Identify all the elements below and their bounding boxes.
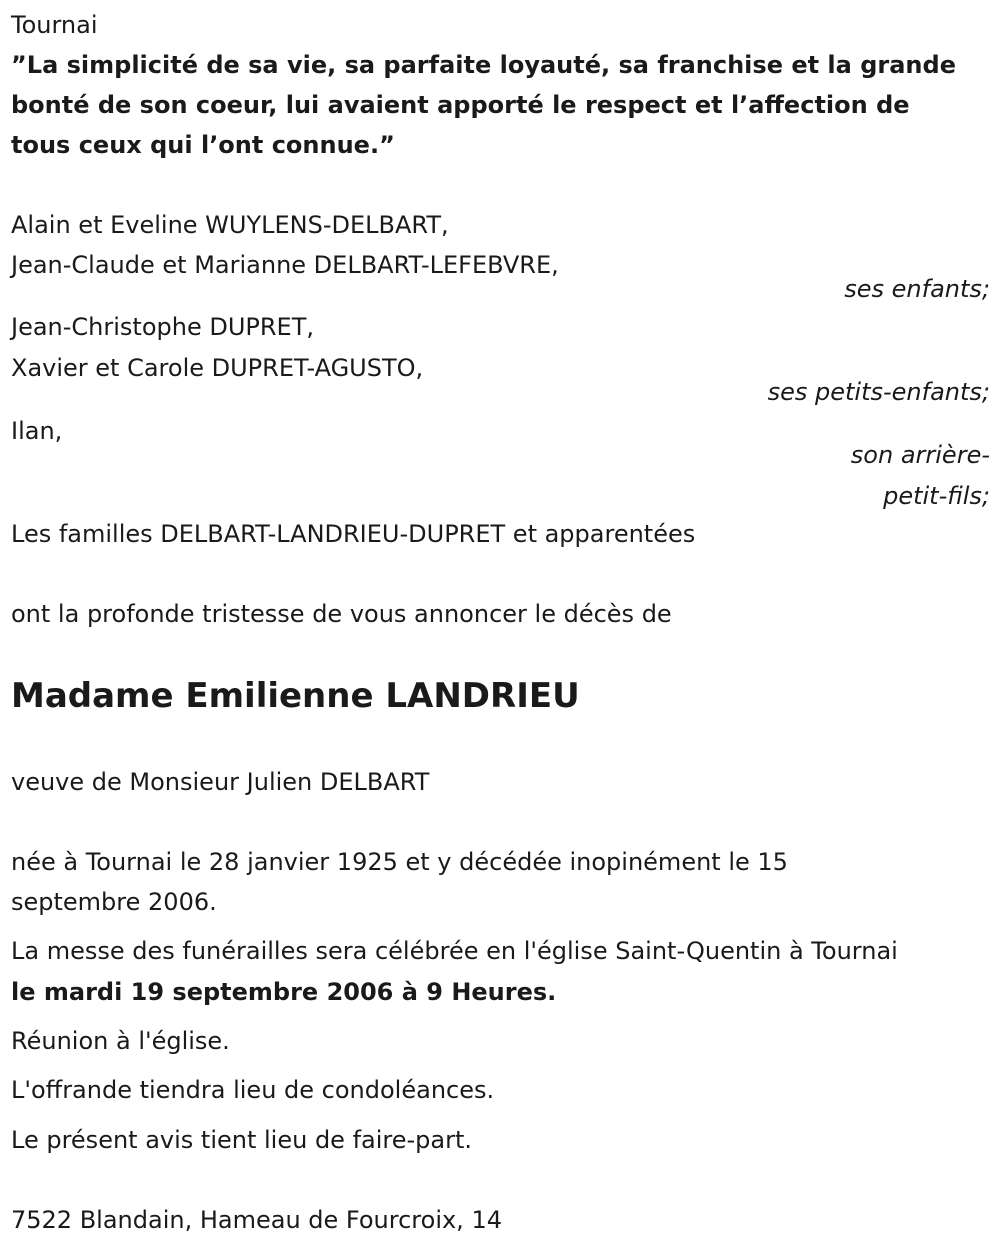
great-grandchild-name: Ilan,	[11, 417, 63, 445]
funeral-mass: La messe des funérailles sera célébrée en l'église Saint-Quentin à Tournai	[11, 937, 898, 965]
notice-note: Le présent avis tient lieu de faire-part.	[11, 1126, 473, 1154]
birth-death-line: née à Tournai le 28 janvier 1925 et y décédée inopinément le 15	[11, 848, 788, 876]
families-line: Les familles DELBART-LANDRIEU-DUPRET et apparentées	[11, 520, 696, 548]
grandchildren-role: ses petits-enfants;	[767, 378, 990, 406]
child-name: Jean-Claude et Marianne DELBART-LEFEBVRE,	[11, 251, 559, 279]
meeting-place: Réunion à l'église.	[11, 1027, 230, 1055]
widow-of: veuve de Monsieur Julien DELBART	[11, 768, 430, 796]
grandchild-name: Jean-Christophe DUPRET,	[11, 313, 315, 341]
announcement-text: ont la profonde tristesse de vous annoncer le décès de	[11, 600, 672, 628]
address: 7522 Blandain, Hameau de Fourcroix, 14	[11, 1206, 502, 1234]
funeral-date-time: le mardi 19 septembre 2006 à 9 Heures.	[11, 978, 557, 1006]
great-grandchild-role: son arrière-	[850, 441, 990, 469]
city-header: Tournai	[11, 11, 98, 39]
children-role: ses enfants;	[844, 275, 990, 303]
offering-note: L'offrande tiendra lieu de condoléances.	[11, 1076, 495, 1104]
quote-line: bonté de son coeur, lui avaient apporté le respect et l’affection de	[11, 91, 910, 119]
deceased-name: Madame Emilienne LANDRIEU	[11, 676, 580, 716]
quote-line: tous ceux qui l’ont connue.”	[11, 131, 395, 159]
grandchild-name: Xavier et Carole DUPRET-AGUSTO,	[11, 354, 424, 382]
great-grandchild-role: petit-fils;	[883, 482, 990, 510]
birth-death-line: septembre 2006.	[11, 888, 217, 916]
child-name: Alain et Eveline WUYLENS-DELBART,	[11, 211, 449, 239]
quote-line: ”La simplicité de sa vie, sa parfaite loyauté, sa franchise et la grande	[11, 51, 956, 79]
